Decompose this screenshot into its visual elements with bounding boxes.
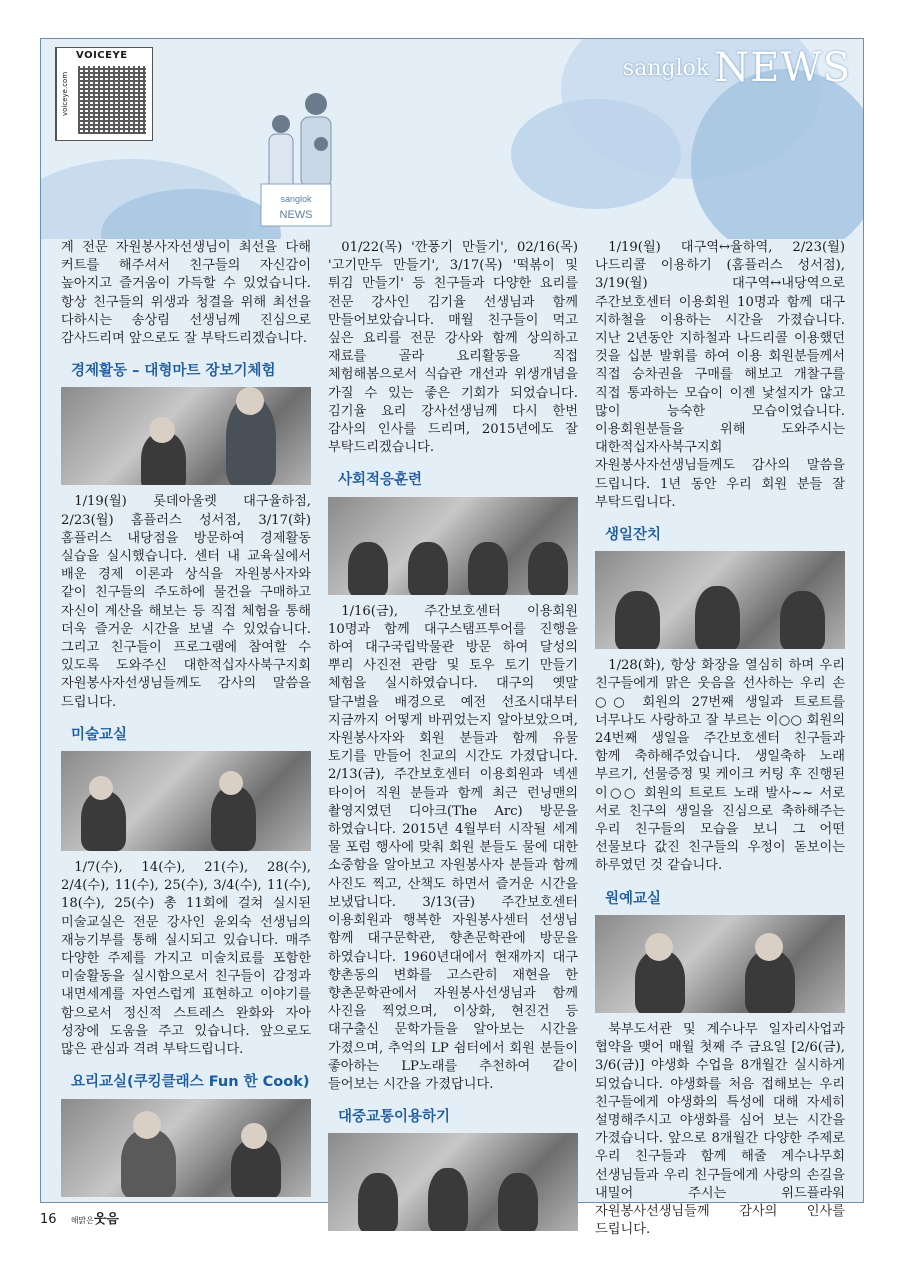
photo-cooking bbox=[61, 1099, 311, 1197]
page-number: 16 bbox=[40, 1212, 57, 1227]
voiceye-code[interactable] bbox=[55, 47, 153, 141]
magazine-logo bbox=[71, 1212, 119, 1227]
photo-art bbox=[61, 751, 311, 851]
section-title-transit: 대중교통이용하기 bbox=[338, 1109, 451, 1126]
cooking-paragraph: 01/22(목) '깐풍기 만들기', 02/16(목) '고기만두 만들기', 3/17(목) '떡볶이 및 튀김 만들기' 등 친구들과 다양한 요리를 전문 강사인 김기율 선생님과 함께 만들어보았습니다. 매월 친구들이 먹고 싶은 요리를 전문 강사와 함께 상의하고 재료를 골라 요리활동을 직접 체험해봄으로서 식습관 개선과 위생개념을 가질 수 있는 좋은 기회가 되었습니다. 김기율 요리 강사선생님께 다시 한번 감사의 인사를 드리며, 2015년에도 잘 부탁드리겠습니다. bbox=[328, 240, 578, 456]
logo-prefix: 해맑은 bbox=[70, 1216, 94, 1225]
section-title-art: 미술교실 bbox=[71, 726, 128, 743]
photo-museum bbox=[328, 497, 578, 595]
masthead-small: sanglok bbox=[622, 56, 710, 81]
photo-birthday bbox=[595, 551, 845, 649]
column-1 bbox=[61, 239, 311, 1205]
child-head bbox=[314, 137, 328, 151]
intro-paragraph: 계 전문 자원봉사자선생님이 최선을 다해 커트를 해주셔서 친구들의 자신감이 높아지고 즐거움이 가득할 수 있었습니다. 항상 친구들의 위생과 청결을 위해 최선을 다하시는 송상림 선생님께 진심으로 감사드리며 앞으로도 잘 부탁드리겠습니다. bbox=[61, 240, 311, 347]
column-2 bbox=[328, 239, 578, 1239]
birthday-paragraph: 1/28(화), 항상 화장을 열심히 하며 우리 친구들에게 맑은 웃음을 선사하는 우리 손○○ 회원의 27번째 생일과 트로트를 너무나도 사랑하고 잘 부르는 이○○ 회원의 24번째 생일을 주간보호센터 친구들과 함께 축하해주었습니다. 생일축하 노래 부르기, 선물증정 및 케이크 커팅 후 진행된 이○○ 회원의 트로트 노래 발사~~ 서로 서로 친구의 생일을 진심으로 축하해주는 우리 친구들의 모습을 보니 그 어떤 선물보다 값진 친구들의 우정이 돋보이는 하루였던 것 같습니다. bbox=[595, 658, 845, 874]
art-paragraph: 1/7(수), 14(수), 21(수), 28(수), 2/4(수), 11(수), 25(수), 3/4(수), 11(수), 18(수), 25(수) 총 11회에 걸쳐 실시된 미술교실은 전문 강사인 윤외숙 선생님의 재능기부를 통해 실시되고 있습니다. 매주 다양한 주제를 가지고 미술치료를 포함한 미술활동을 실시함으로서 친구들이 감정과 내면세계를 자연스럽게 표현하고 이야기를 함으로서 정신적 스트레스 완화와 자아 성장에 도움을 주고 있습니다. 앞으로도 많은 관심과 격려 부탁드립니다. bbox=[61, 860, 311, 1058]
masthead-big: NEWS bbox=[714, 45, 851, 91]
tree-foliage bbox=[511, 99, 681, 209]
voiceye-brand: VOICEYE bbox=[76, 50, 128, 61]
masthead bbox=[623, 45, 851, 91]
section-title-cooking: 요리교실(쿠킹클래스 Fun 한 Cook) bbox=[71, 1074, 310, 1091]
transit-paragraph: 1/19(월) 대구역↔율하역, 2/23(월) 나드리콜 이용하기 (홈플러스 성서점), 3/19(월) 대구역↔내당역으로 주간보호센터 이용회원 10명과 함께 대구 지하철을 이용하는 시간을 가졌습니다. 지난 2년동안 지하철과 나드리콜 이용했던 것을 십분 발휘를 하여 이용 회원분들께서 직접 승차권을 구매를 해보고 개찰구를 직접 통과하는 모습이 이젠 낯설지가 않고 많이 능숙한 모습이었습니다. 이용회원분들을 위해 도와주시는 대한적십자사북구지회 자원봉사자선생님들께도 감사의 말씀을 드립니다. 1년 동안 우리 회원 분들 잘 부탁드립니다. bbox=[595, 240, 845, 510]
section-title-birthday: 생일잔치 bbox=[605, 527, 662, 544]
mother-head bbox=[272, 115, 290, 133]
section-title-social: 사회적응훈련 bbox=[338, 472, 423, 489]
photo-shopping bbox=[61, 387, 311, 485]
logo-text: 웃음 bbox=[93, 1212, 119, 1227]
footer bbox=[40, 1208, 119, 1227]
section-title-garden: 원예교실 bbox=[605, 890, 662, 907]
column-3 bbox=[595, 239, 845, 1239]
section-title-econ: 경제활동 – 대형마트 장보기체험 bbox=[71, 363, 276, 380]
family-illustration bbox=[221, 89, 371, 239]
father-body bbox=[301, 117, 331, 187]
sign-text-small: sanglok bbox=[280, 194, 312, 204]
econ-paragraph: 1/19(월) 롯데아울렛 대구율하점, 2/23(월) 홈플러스 성서점, 3/17(화) 홈플러스 내당점을 방문하여 경제활동 실습을 실시했습니다. 센터 내 교육실에서 배운 경제 이론과 상식을 자원봉사자와 같이 친구들의 주도하에 물건을 구매하고 자신이 계산을 해보는 등 직접 체험을 통해 더욱 즐거운 시간을 보낼 수 있었습니다. 그리고 친구들이 프로그램에 참여할 수 있도록 도와주신 대한적십자사북구지회 자원봉사자선생님들께도 감사의 말씀을 드립니다. bbox=[61, 494, 311, 710]
voiceye-pattern bbox=[78, 66, 146, 134]
sign-text-big: NEWS bbox=[279, 209, 313, 221]
father-head bbox=[305, 93, 327, 115]
header-illustration bbox=[41, 39, 863, 239]
photo-transit bbox=[328, 1133, 578, 1231]
social-paragraph: 1/16(금), 주간보호센터 이용회원 10명과 함께 대구스탬프투어를 진행을 하여 대구국립박물관 방문 하여 달성의 뿌리 사진전 관람 및 토우 토기 만들기 체험을 실시하였습니다. 대구의 옛말 달구벌을 배경으로 예전 선조시대부터 지금까지 어떻게 바뀌었는지 알아보았으며, 자원봉사자와 회원 분들과 함께 유물 토기를 만들어 친교의 시간도 가졌답니다. 2/13(금), 주간보호센터 이용회원과 넥센 타이어 직원 분들과 함께 최근 런닝맨의 촬영지였던 디아크(The Arc) 방문을 하였습니다. 2015년 4월부터 시작될 세계 물 포럼 행사에 맞춰 회원 분들도 물에 대한 소중함을 알아보고 자원봉사자 분들과 함께 사진도 찍고, 산책도 하면서 즐거운 시간을 보냈답니다. 3/13(금) 주간보호센터 이용회원과 행복한 자원봉사센터 선생님 함께 대구문학관, 향촌문학관에 방문을 하였습니다. 1960년대에서 현재까지 대구 향촌동의 변화를 고스란히 재현을 한 향촌문학관에서 자원봉사선생님과 함께 사진을 찍었으며, 이상화, 현진건 등 대구출신 문학가들을 알아보는 시간을 가졌으며, 추억의 LP 쉼터에서 회원 분들이 좋아하는 LP노래를 추천하여 같이 들어보는 시간을 가졌답니다. bbox=[328, 603, 578, 1092]
voiceye-url: voiceye.com bbox=[56, 48, 73, 140]
photo-garden bbox=[595, 915, 845, 1013]
garden-paragraph: 북부도서관 및 계수나무 일자리사업과 협약을 맺어 매월 첫째 주 금요일 [2/6(금), 3/6(금)] 야생화 수업을 8개월간 실시하게 되었습니다. 야생화를 처음 접해보는 우리 친구들에게 야생화의 특성에 대해 자세히 설명해주시고 야생화를 심어 보는 시간을 가졌습니다. 앞으로 8개월간 다양한 주제로 우리 친구들과 함께 해줄 계수나무회 선생님들과 우리 친구들에게 사랑의 손길을 내밀어 주시는 위드플라워 자원봉사선생님들께 감사의 인사를 드립니다. bbox=[595, 1021, 845, 1238]
